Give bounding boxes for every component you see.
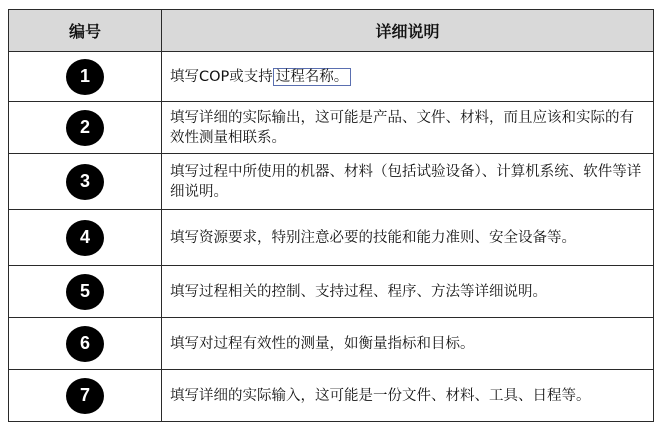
table-row — [9, 102, 654, 154]
number-cell — [9, 154, 162, 210]
number-badge: 7 — [66, 378, 104, 414]
table-row — [9, 266, 654, 318]
number-cell — [9, 266, 162, 318]
table-row — [9, 318, 654, 370]
description-cell: 填写对过程有效性的测量，如衡量指标和目标。 — [162, 318, 654, 370]
description-cell: 填写资源要求，特别注意必要的技能和能力准则、安全设备等。 — [162, 210, 654, 266]
description-cell: 填写过程中所使用的机器、材料（包括试验设备）、计算机系统、软件等详细说明。 — [162, 154, 654, 210]
number-cell — [9, 318, 162, 370]
table-row — [9, 52, 654, 102]
description-table-wrapper — [8, 9, 653, 421]
header-description: 详细说明 — [162, 10, 654, 52]
description-cell — [162, 52, 654, 102]
description-cell: 填写详细的实际输出，这可能是产品、文件、材料，而且应该和实际的有效性测量相联系。 — [162, 102, 654, 154]
highlighted-text: 过程名称。 — [273, 68, 352, 86]
table-header-row — [9, 10, 654, 52]
number-badge: 1 — [66, 59, 104, 95]
description-cell: 填写详细的实际输入，这可能是一份文件、材料、工具、日程等。 — [162, 370, 654, 422]
description-table — [8, 9, 654, 422]
description-cell: 填写过程相关的控制、支持过程、程序、方法等详细说明。 — [162, 266, 654, 318]
number-badge: 4 — [66, 220, 104, 256]
number-cell — [9, 102, 162, 154]
number-cell — [9, 210, 162, 266]
number-badge: 5 — [66, 274, 104, 310]
table-row — [9, 370, 654, 422]
number-badge: 2 — [66, 110, 104, 146]
header-number: 编号 — [9, 10, 162, 52]
number-cell — [9, 52, 162, 102]
table-row — [9, 210, 654, 266]
number-cell — [9, 370, 162, 422]
table-row — [9, 154, 654, 210]
number-badge: 3 — [66, 164, 104, 200]
description-text: 填写COP或支持 — [170, 68, 273, 85]
number-badge: 6 — [66, 326, 104, 362]
